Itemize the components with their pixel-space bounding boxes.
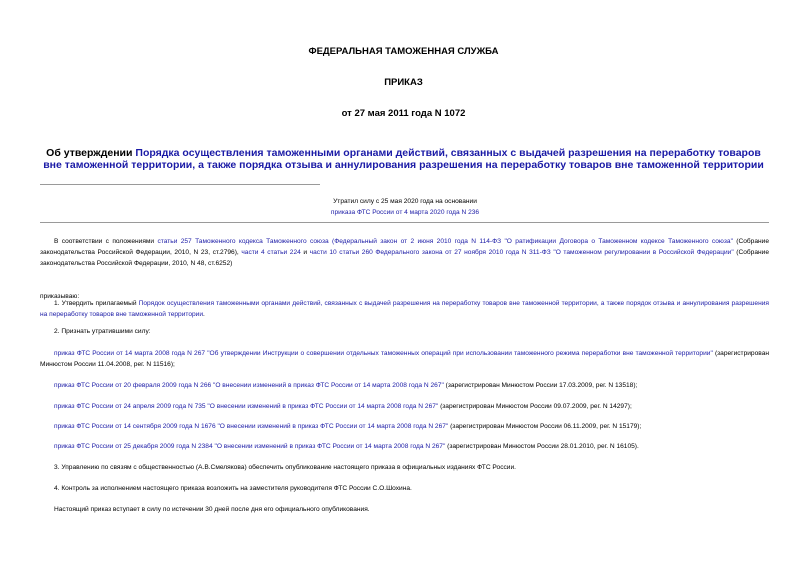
- closing-paragraph: Настоящий приказ вступает в силу по истечении 30 дней после дня его официального опубликования.: [54, 506, 370, 513]
- repealed-item-1: [40, 348, 769, 370]
- repealed-text-5: (зарегистрирован Минюстом России 28.01.2010, рег. N 16105).: [445, 443, 639, 450]
- repealed-item-2: [40, 380, 769, 391]
- validity-note: [230, 196, 580, 218]
- validity-text: Утратил силу с 25 мая 2020 года на основании: [333, 198, 477, 205]
- repealed-item-3: [40, 401, 769, 412]
- document-date: от 27 мая 2011 года N 1072: [341, 108, 466, 119]
- item-1-end: .: [203, 311, 205, 318]
- repealed-text-4: (зарегистрирован Минюстом России 06.11.2009, рег. N 15179);: [448, 423, 642, 430]
- item-1: [40, 298, 769, 320]
- repealed-text-1: (зарегистрирован Минюстом России 11.04.2008, рег. N 11516);: [40, 350, 769, 368]
- preamble-text-1: В соответствии с положениями: [54, 238, 158, 245]
- repealed-link-2[interactable]: приказ ФТС России от 20 февраля 2009 года N 266 "О внесении изменений в приказ ФТС России от 14 марта 2008 года N 267": [54, 382, 444, 389]
- repealed-text-3: (зарегистрирован Минюстом России 09.07.2009, рег. N 14297);: [438, 403, 632, 410]
- agency-name: ФЕДЕРАЛЬНАЯ ТАМОЖЕННАЯ СЛУЖБА: [308, 46, 499, 57]
- preamble-text-2: (Собрание законодательства Российской Федерации, 2010, N 23, ст.2796),: [40, 238, 769, 256]
- order-word: приказываю:: [40, 293, 80, 300]
- repealed-text-2: (зарегистрирован Минюстом России 17.03.2009, рег. N 13518);: [443, 382, 638, 389]
- repealed-link-1[interactable]: приказ ФТС России от 14 марта 2008 года N 267 "Об утверждении Инструкции о совершении отдельных таможенных операций при использовании таможенного режима переработки вне таможенной территории": [54, 350, 713, 357]
- preamble-text-4: (Собрание законодательства Российской Федерации, 2010, N 48, ст.6252): [40, 249, 770, 267]
- preamble-paragraph: [40, 236, 769, 269]
- divider-full: [40, 222, 769, 223]
- repealed-link-3[interactable]: приказ ФТС России от 24 апреля 2009 года N 735 "О внесении изменений в приказ ФТС России от 14 марта 2008 года N 267": [54, 403, 439, 410]
- repealed-link-5[interactable]: приказ ФТС России от 25 декабря 2009 года N 2384 "О внесении изменений в приказ ФТС России от 14 марта 2008 года N 267": [54, 443, 446, 450]
- preamble-link-law[interactable]: части 10 статьи 260 Федерального закона от 27 ноября 2010 года N 311-ФЗ "О таможенном регулировании в Российской Федерации": [309, 249, 734, 256]
- item-1-link[interactable]: Порядок осуществления таможенными органами действий, связанных с выдачей разрешения на переработку товаров вне таможенной территории, а также порядок отзыва и аннулирования разрешения на переработку товаров вне таможенной территории: [40, 300, 769, 318]
- repealed-link-4[interactable]: приказ ФТС России от 14 сентября 2009 года N 1676 "О внесении изменений в приказ ФТС России от 14 марта 2008 года N 267": [54, 423, 449, 430]
- item-4: 4. Контроль за исполнением настоящего приказа возложить на заместителя руководителя ФТС России С.О.Шохина.: [54, 485, 412, 492]
- divider-short: [40, 184, 320, 185]
- document-type: ПРИКАЗ: [384, 77, 423, 88]
- preamble-text-3: и: [300, 249, 310, 256]
- validity-link[interactable]: приказа ФТС России от 4 марта 2020 года N 236: [330, 209, 480, 216]
- item-3: 3. Управлению по связям с общественностью (А.В.Смелякова) обеспечить опубликование настоящего приказа в официальных изданиях ФТС России.: [54, 464, 516, 471]
- item-2: 2. Признать утратившими силу:: [54, 328, 151, 335]
- title-link[interactable]: Порядка осуществления таможенными органами действий, связанных с выдачей разрешения на переработку товаров вне таможенной территории, а также порядка отзыва и аннулирования разрешения на переработку товаров вне таможенной территории: [43, 147, 764, 171]
- preamble-link-part4[interactable]: части 4 статьи 224: [241, 249, 301, 256]
- document-title: [40, 147, 767, 171]
- item-1-text: 1. Утвердить прилагаемый: [54, 300, 139, 307]
- preamble-link-code[interactable]: статьи 257 Таможенного кодекса Таможенного союза (Федеральный закон от 2 июня 2010 года N 114-ФЗ "О ратификации Договора о Таможенном кодексе Таможенного союза": [157, 238, 733, 245]
- repealed-item-4: [40, 421, 769, 432]
- title-prefix: Об утверждении: [46, 147, 136, 159]
- repealed-item-5: [40, 441, 769, 452]
